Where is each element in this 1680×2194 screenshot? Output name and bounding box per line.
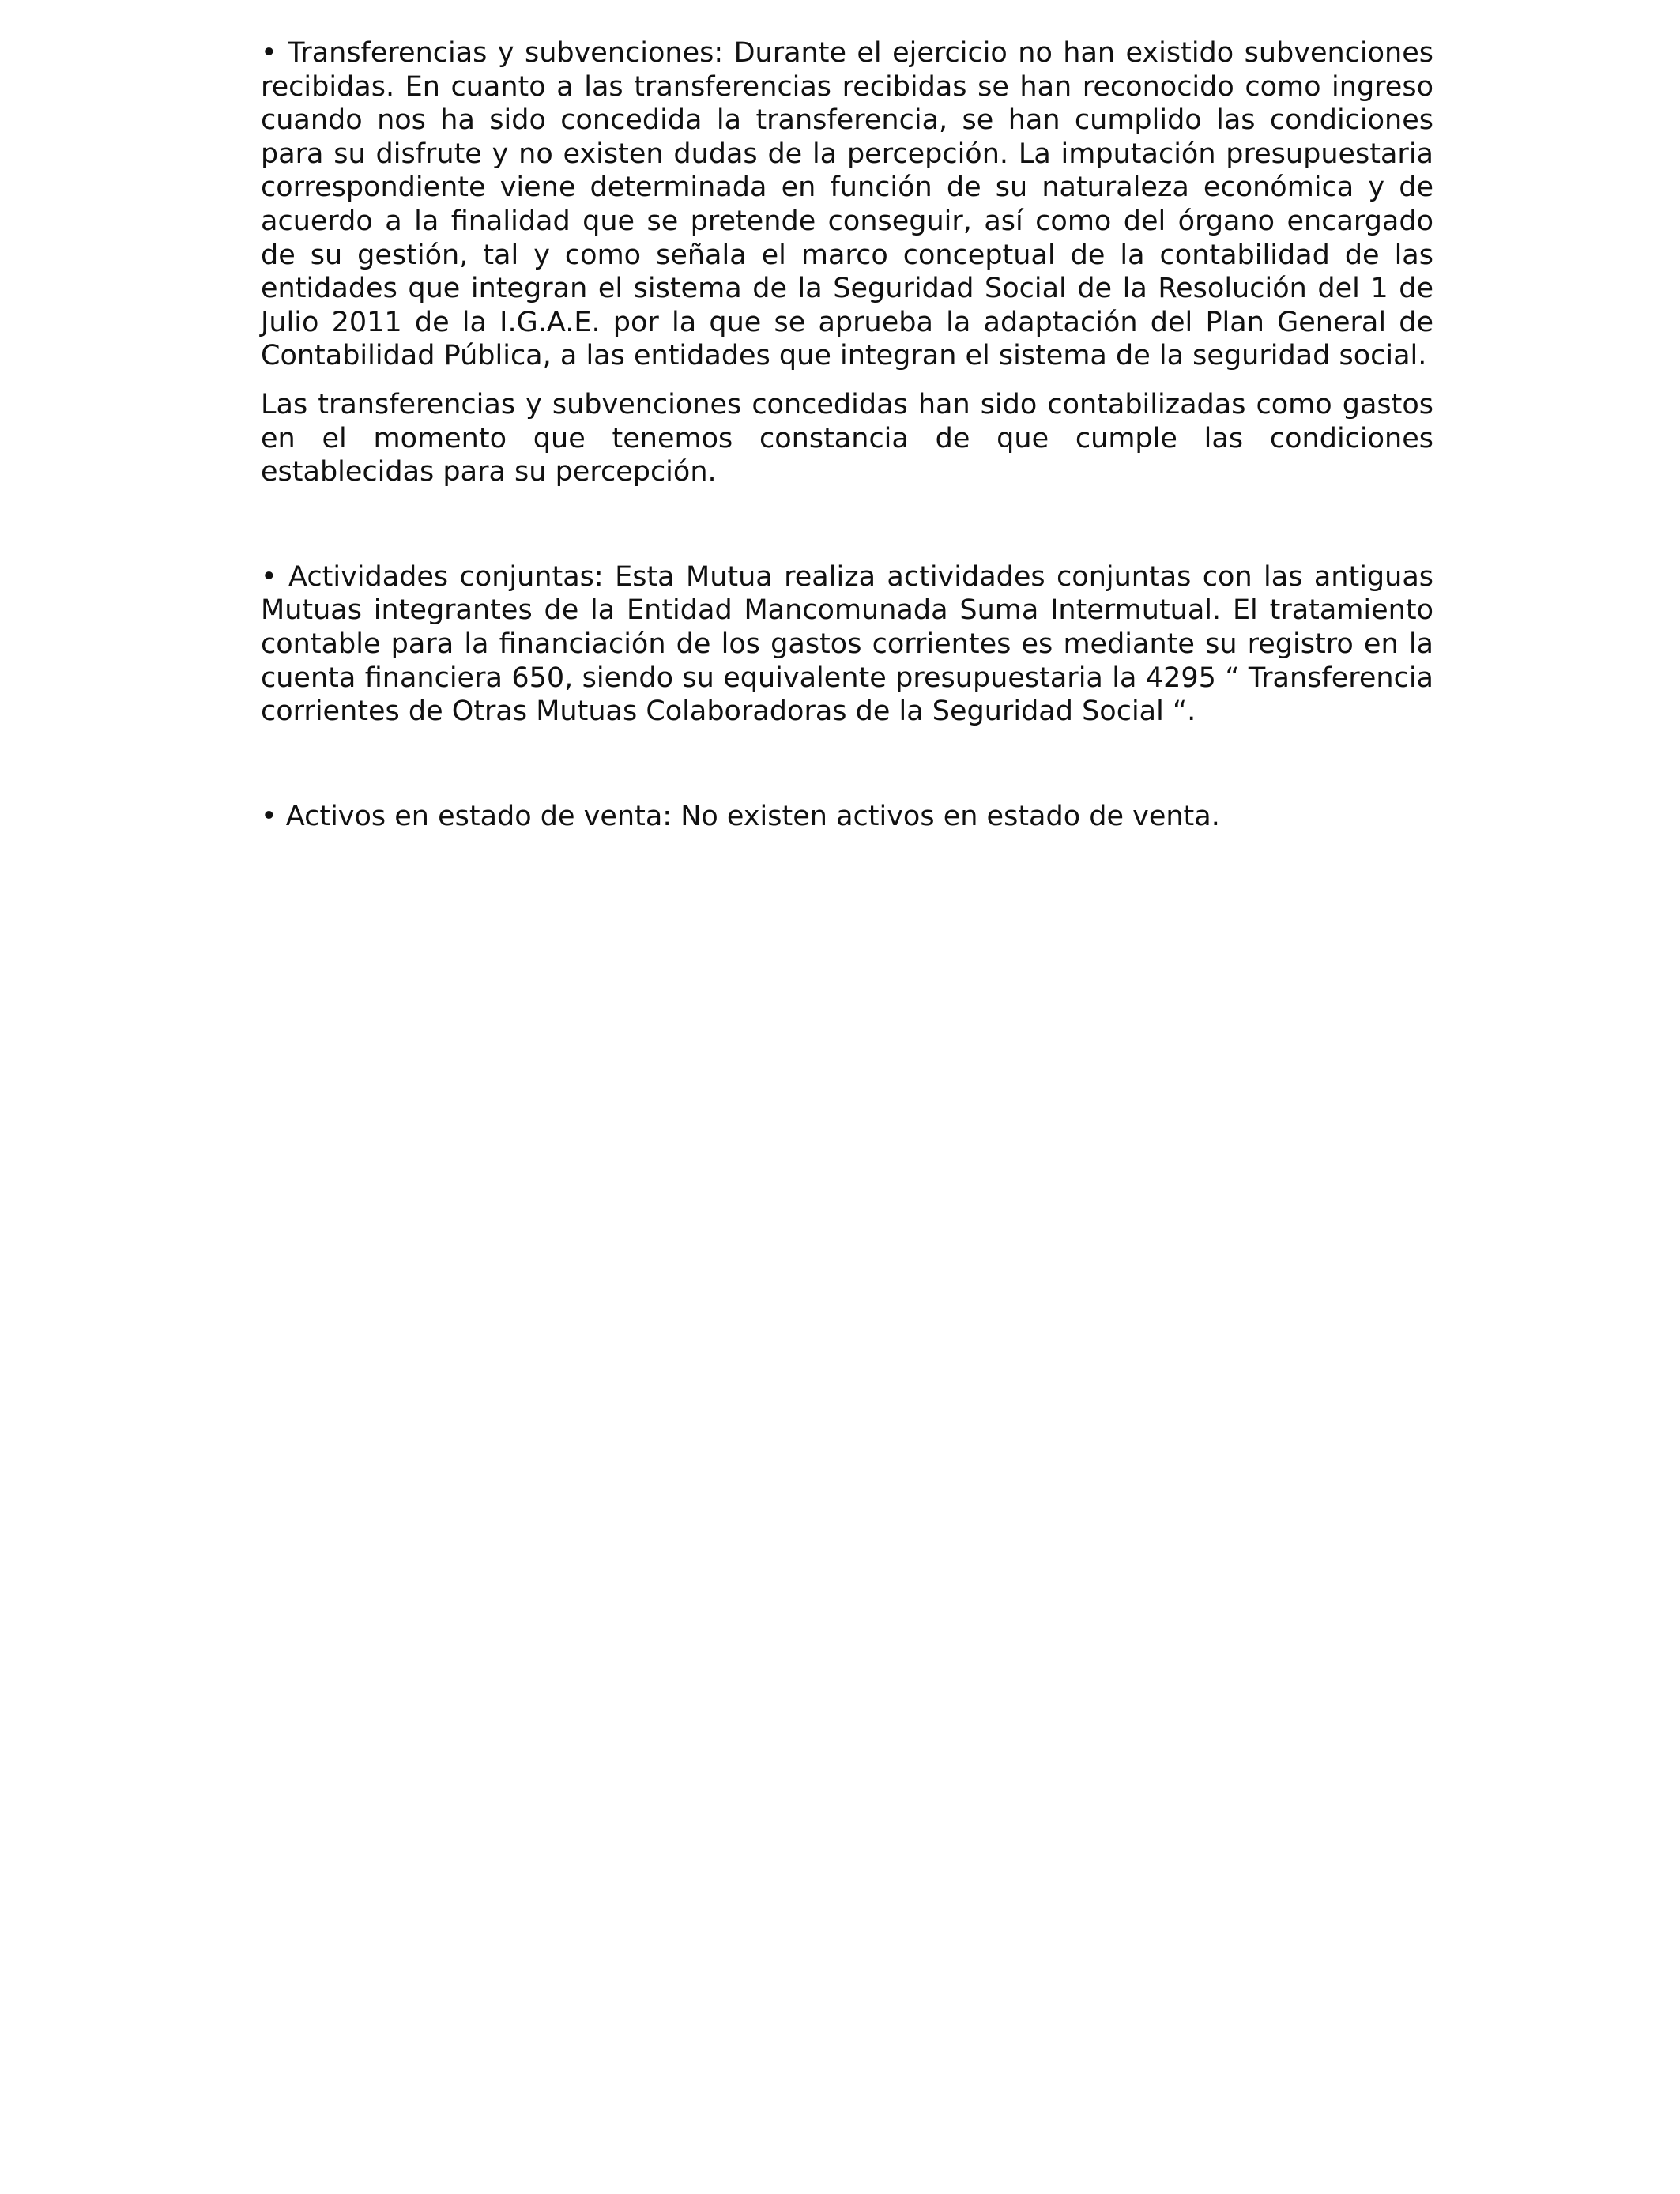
section-spacer [261, 729, 1433, 800]
paragraph-actividades-conjuntas: • Actividades conjuntas: Esta Mutua realiza actividades conjuntas con las antiguas Mutuas integrantes de la Entidad Mancomunada Suma Intermutual. El tratamiento contable para la financiación de los gastos corrientes es mediante su registro en la cuenta financiera 650, siendo su equivalente presupuestaria la 4295 “ Transferencia corrientes de Otras Mutuas Colaboradoras de la Seguridad Social “. [261, 560, 1433, 728]
document-body [261, 36, 1433, 833]
paragraph-transferencias-subvenciones: • Transferencias y subvenciones: Durante el ejercicio no han existido subvenciones recibidas. En cuanto a las transferencias recibidas se han reconocido como ingreso cuando nos ha sido concedida la transferencia, se han cumplido las condiciones para su disfrute y no existen dudas de la percepción. La imputación presupuestaria correspondiente viene determinada en función de su naturaleza económica y de acuerdo a la finalidad que se pretende conseguir, así como del órgano encargado de su gestión, tal y como señala el marco conceptual de la contabilidad de las entidades que integran el sistema de la Seguridad Social de la Resolución del 1 de Julio 2011 de la I.G.A.E. por la que se aprueba la adaptación del Plan General de Contabilidad Pública, a las entidades que integran el sistema de la seguridad social. [261, 37, 1433, 372]
paragraph-transferencias-concedidas: Las transferencias y subvenciones concedidas han sido contabilizadas como gastos en el momento que tenemos constancia de que cumple las condiciones establecidas para su percepción. [261, 388, 1433, 488]
paragraph-spacer [261, 373, 1433, 388]
paragraph-activos-estado-venta: • Activos en estado de venta: No existen activos en estado de venta. [261, 800, 1220, 832]
section-spacer [261, 489, 1433, 560]
